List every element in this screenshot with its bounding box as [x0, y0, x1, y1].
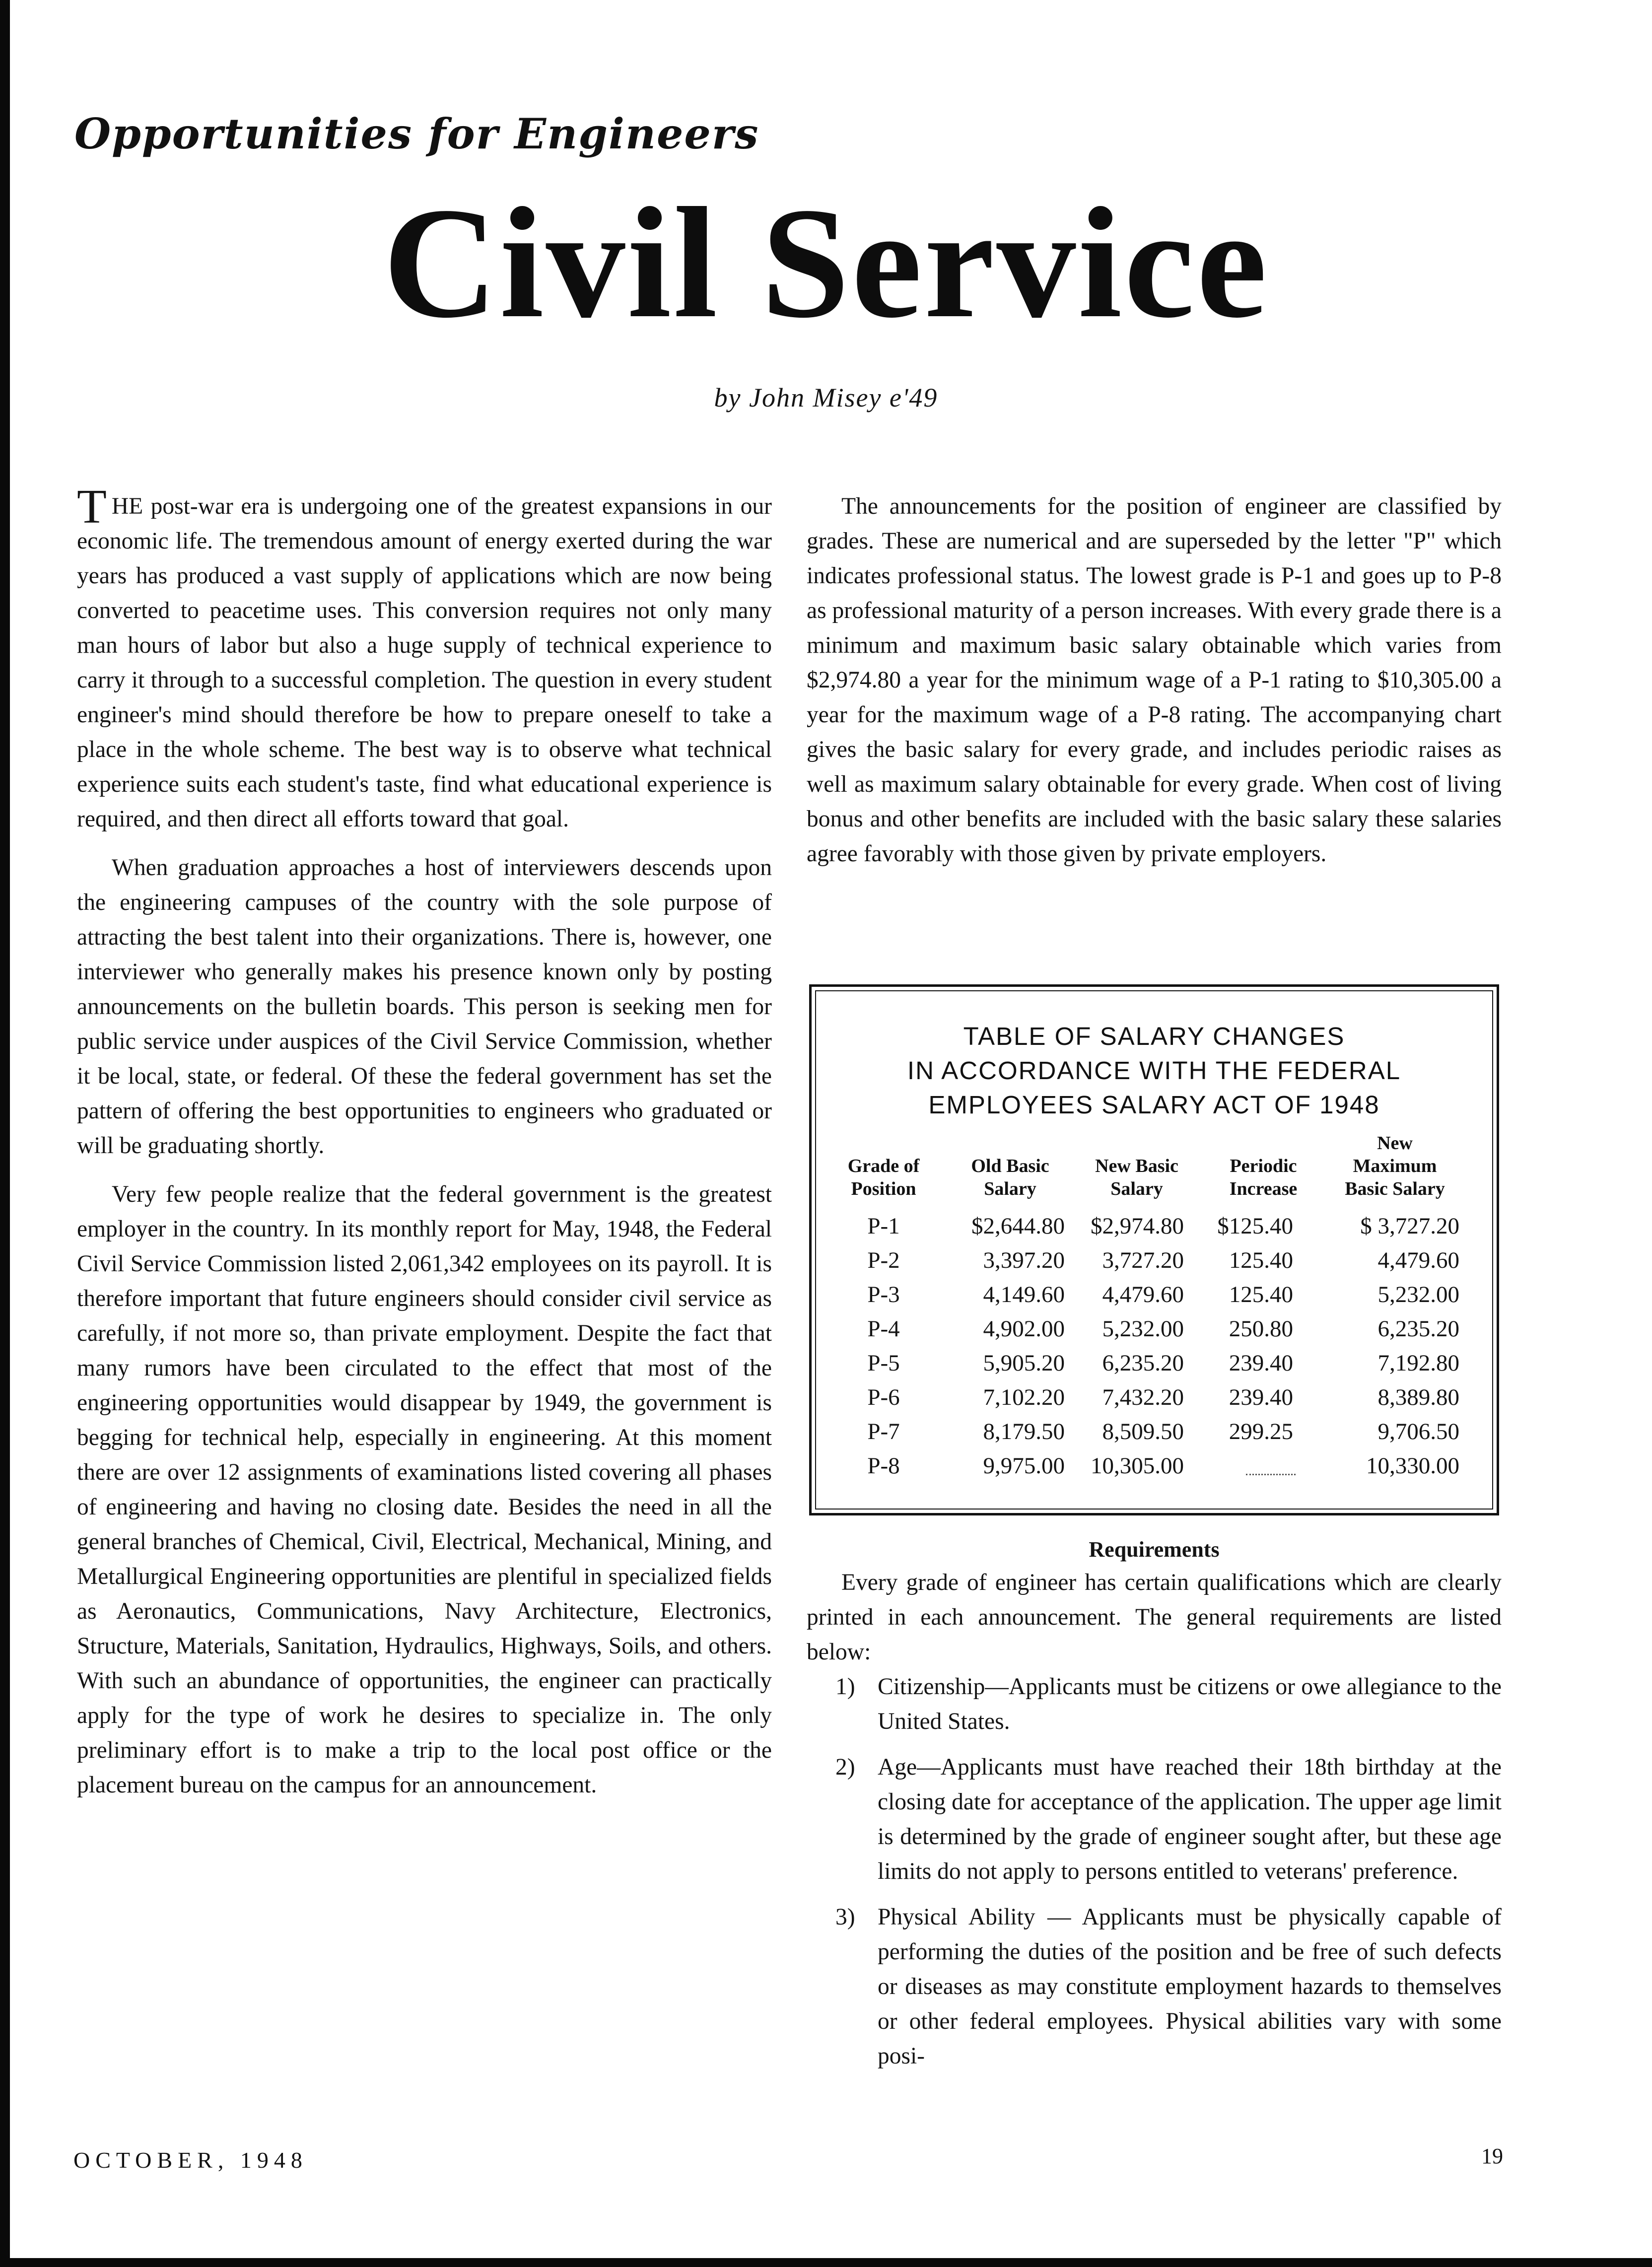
salary-table-title-line-1: TABLE OF SALARY CHANGES: [963, 1022, 1345, 1050]
table-row: [812, 1312, 1497, 1346]
article-title: Civil Service: [383, 175, 1269, 351]
requirement-number: 2): [835, 1754, 855, 1780]
old-salary-cell: 9,975.00: [983, 1453, 1065, 1479]
requirement-number: 3): [835, 1904, 855, 1930]
article-byline: by John Misey e'49: [714, 383, 938, 412]
grade-cell: P-8: [867, 1453, 900, 1479]
header-max-line-1: Maximum: [1353, 1156, 1437, 1176]
salary-table-title-line-3: EMPLOYEES SALARY ACT OF 1948: [928, 1091, 1380, 1119]
grade-cell: P-1: [867, 1213, 900, 1239]
requirement-item: [807, 1669, 1502, 1739]
header-old-line-2: Salary: [984, 1178, 1036, 1199]
table-row: [812, 1415, 1497, 1448]
page-edge-bottom: [0, 2258, 1652, 2267]
paragraph-federal-employer: Very few people realize that the federal government is the greatest employer in the country. In its monthly report for May, 1948, the Federal Civil Service Commission listed 2,061,342 employees on its payroll. It is therefore important that future engineers should consider civil service as carefully, if not more so, than private employment. Despite the fact that many rumors have been circulated to the effect that most of the engineering opportunities would disappear by 1949, the government is begging for technical help, especially in engineering. At this moment there are over 12 assignments of examinations listed covering all phases of engineering and having no closing date. Besides the need in all the general branches of Chemical, Civil, Electrical, Mechanical, Mining, and Metallurgical Engineering opportunities are plentiful in specialized fields as Aeronautics, Communications, Navy Architecture, Electronics, Structure, Materials, Sanitation, Hydraulics, Highways, Soils, and others. With such an abundance of opportunities, the engineer can practically apply for the type of work he desires to specialize in. The only preliminary effort is to make a trip to the local post office or the placement bureau on the campus for an announcement.: [77, 1181, 772, 1798]
old-salary-cell: 3,397.20: [983, 1247, 1065, 1273]
max-salary-cell: 9,706.50: [1377, 1419, 1459, 1444]
table-row: [812, 1449, 1497, 1483]
salary-table-title: [812, 1019, 1497, 1122]
header-new-line-1: New Basic: [1095, 1156, 1178, 1176]
periodic-increase-cell: 125.40: [1229, 1282, 1293, 1307]
periodic-increase-cell: 239.40: [1229, 1350, 1293, 1376]
paragraph-interviewers: When graduation approaches a host of interviewers descends upon the engineering campuses of the country with the sole purpose of attracting the best talent into their organizations. There is, however, one interviewer who generally makes his presence known only by posting announcements on the bulletin boards. This person is seeking men for public service under auspices of the Civil Service Commission, whether it be local, state, or federal. Of these the federal government has set the pattern of offering the best opportunities to engineers who graduated or will be graduating shortly.: [77, 855, 772, 1159]
empty-cell-leader: [1246, 1474, 1296, 1475]
table-row: [812, 1209, 1497, 1243]
max-salary-cell: 5,232.00: [1377, 1282, 1459, 1307]
header-old-line-1: Old Basic: [971, 1156, 1049, 1176]
section-kicker: Opportunities for Engineers: [74, 109, 759, 158]
header-grade: [839, 1155, 928, 1200]
requirement-number: 1): [835, 1674, 855, 1700]
paragraph-grades: The announcements for the position of engineer are classified by grades. These are numerical and are superseded by the letter "P" which indicates professional status. The lowest grade is P-1 and goes up to P-8 as professional maturity of a person increases. With every grade there is a minimum and maximum basic salary obtainable which varies from $2,974.80 a year for the minimum wage of a P-1 rating to $10,305.00 a year for the maximum wage of a P-8 rating. The accompanying chart gives the basic salary for every grade, and includes periodic raises as well as maximum salary obtainable for every grade. When cost of living bonus and other benefits are included with the basic salary these salaries agree favorably with those given by private employers.: [807, 493, 1502, 867]
issue-date: OCTOBER, 1948: [73, 2147, 308, 2173]
requirement-item: [807, 1900, 1502, 2073]
header-grade-line-1: Grade of: [847, 1156, 920, 1176]
header-periodic-increase: [1216, 1155, 1310, 1200]
new-salary-cell: 8,509.50: [1102, 1419, 1184, 1444]
requirements-list: [807, 1669, 1502, 2073]
new-salary-cell: 5,232.00: [1102, 1316, 1184, 1342]
header-old-salary: [956, 1155, 1065, 1200]
max-salary-cell: 4,479.60: [1377, 1247, 1459, 1273]
salary-table-title-line-2: IN ACCORDANCE WITH THE FEDERAL: [907, 1056, 1401, 1085]
left-column: [77, 480, 772, 2112]
old-salary-cell: 4,902.00: [983, 1316, 1065, 1342]
header-new-line-2: Salary: [1110, 1178, 1163, 1199]
requirements-heading: Requirements: [1089, 1537, 1220, 1562]
old-salary-cell: 5,905.20: [983, 1350, 1065, 1376]
new-salary-cell: 10,305.00: [1091, 1453, 1184, 1479]
requirement-item: [807, 1750, 1502, 1889]
grade-cell: P-6: [867, 1384, 900, 1410]
max-salary-cell: $ 3,727.20: [1360, 1213, 1459, 1239]
max-salary-cell: 7,192.80: [1377, 1350, 1459, 1376]
requirements-section: [807, 1565, 1502, 2084]
header-max-line-0: New: [1377, 1133, 1413, 1154]
requirement-text: Age—Applicants must have reached their 18th birthday at the closing date for acceptance of the application. The upper age limit is determined by the grade of engineer sought after, but these age limits do not apply to persons entitled to veterans' preference.: [878, 1754, 1502, 1884]
requirement-text: Citizenship—Applicants must be citizens or owe allegiance to the United States.: [878, 1674, 1502, 1734]
salary-table: [809, 984, 1499, 1515]
grade-cell: P-5: [867, 1350, 900, 1376]
old-salary-cell: 7,102.20: [983, 1384, 1065, 1410]
grade-cell: P-3: [867, 1282, 900, 1307]
periodic-increase-cell: 125.40: [1229, 1247, 1293, 1273]
old-salary-cell: $2,644.80: [971, 1213, 1065, 1239]
header-new-salary: [1085, 1155, 1189, 1200]
max-salary-cell: 6,235.20: [1377, 1316, 1459, 1342]
periodic-increase-cell: 239.40: [1229, 1384, 1293, 1410]
max-salary-cell: 10,330.00: [1366, 1453, 1459, 1479]
old-salary-cell: 8,179.50: [983, 1419, 1065, 1444]
header-grade-line-2: Position: [851, 1178, 916, 1199]
table-row: [812, 1346, 1497, 1380]
header-periodic-line-1: Periodic: [1230, 1156, 1297, 1176]
requirements-intro: Every grade of engineer has certain qualifications which are clearly printed in each announcement. The general requirements are listed below:: [807, 1570, 1502, 1665]
drop-cap: T: [77, 480, 107, 534]
periodic-increase-cell: 250.80: [1229, 1316, 1293, 1342]
header-max-line-2: Basic Salary: [1345, 1178, 1445, 1199]
old-salary-cell: 4,149.60: [983, 1282, 1065, 1307]
page-number: 19: [1481, 2144, 1503, 2168]
periodic-increase-cell: 299.25: [1229, 1419, 1293, 1444]
header-periodic-line-2: Increase: [1229, 1178, 1298, 1199]
new-salary-cell: 4,479.60: [1102, 1282, 1184, 1307]
new-salary-cell: 6,235.20: [1102, 1350, 1184, 1376]
grade-cell: P-4: [867, 1316, 900, 1342]
new-salary-cell: $2,974.80: [1091, 1213, 1184, 1239]
paragraph-intro-text: HE post-war era is undergoing one of the greatest expansions in our economic life. The tremendous amount of energy exerted during the war years has produced a vast supply of applications which are now being converted to peacetime uses. This conversion requires not only many man hours of labor but also a huge supply of technical experience to carry it through to a successful completion. The question in every student engineer's mind should therefore be how to prepare oneself to take a place in the whole scheme. The best way is to observe what technical experience suits each student's taste, find what educational experience is required, and then direct all efforts toward that goal.: [77, 493, 772, 832]
new-salary-cell: 3,727.20: [1102, 1247, 1184, 1273]
grade-cell: P-2: [867, 1247, 900, 1273]
table-row: [812, 1278, 1497, 1311]
right-column: [807, 489, 1502, 885]
paragraph-intro: [77, 480, 772, 836]
header-maximum-salary: [1320, 1132, 1469, 1200]
requirement-text: Physical Ability — Applicants must be physically capable of performing the duties of the position and be free of such defects or diseases as may constitute employment hazards to themselves or other federal employees. Physical abilities vary with some posi-: [878, 1904, 1502, 2069]
grade-cell: P-7: [867, 1419, 900, 1444]
table-row: [812, 1243, 1497, 1277]
periodic-increase-cell: $125.40: [1217, 1213, 1293, 1239]
table-row: [812, 1380, 1497, 1414]
new-salary-cell: 7,432.20: [1102, 1384, 1184, 1410]
max-salary-cell: 8,389.80: [1377, 1384, 1459, 1410]
